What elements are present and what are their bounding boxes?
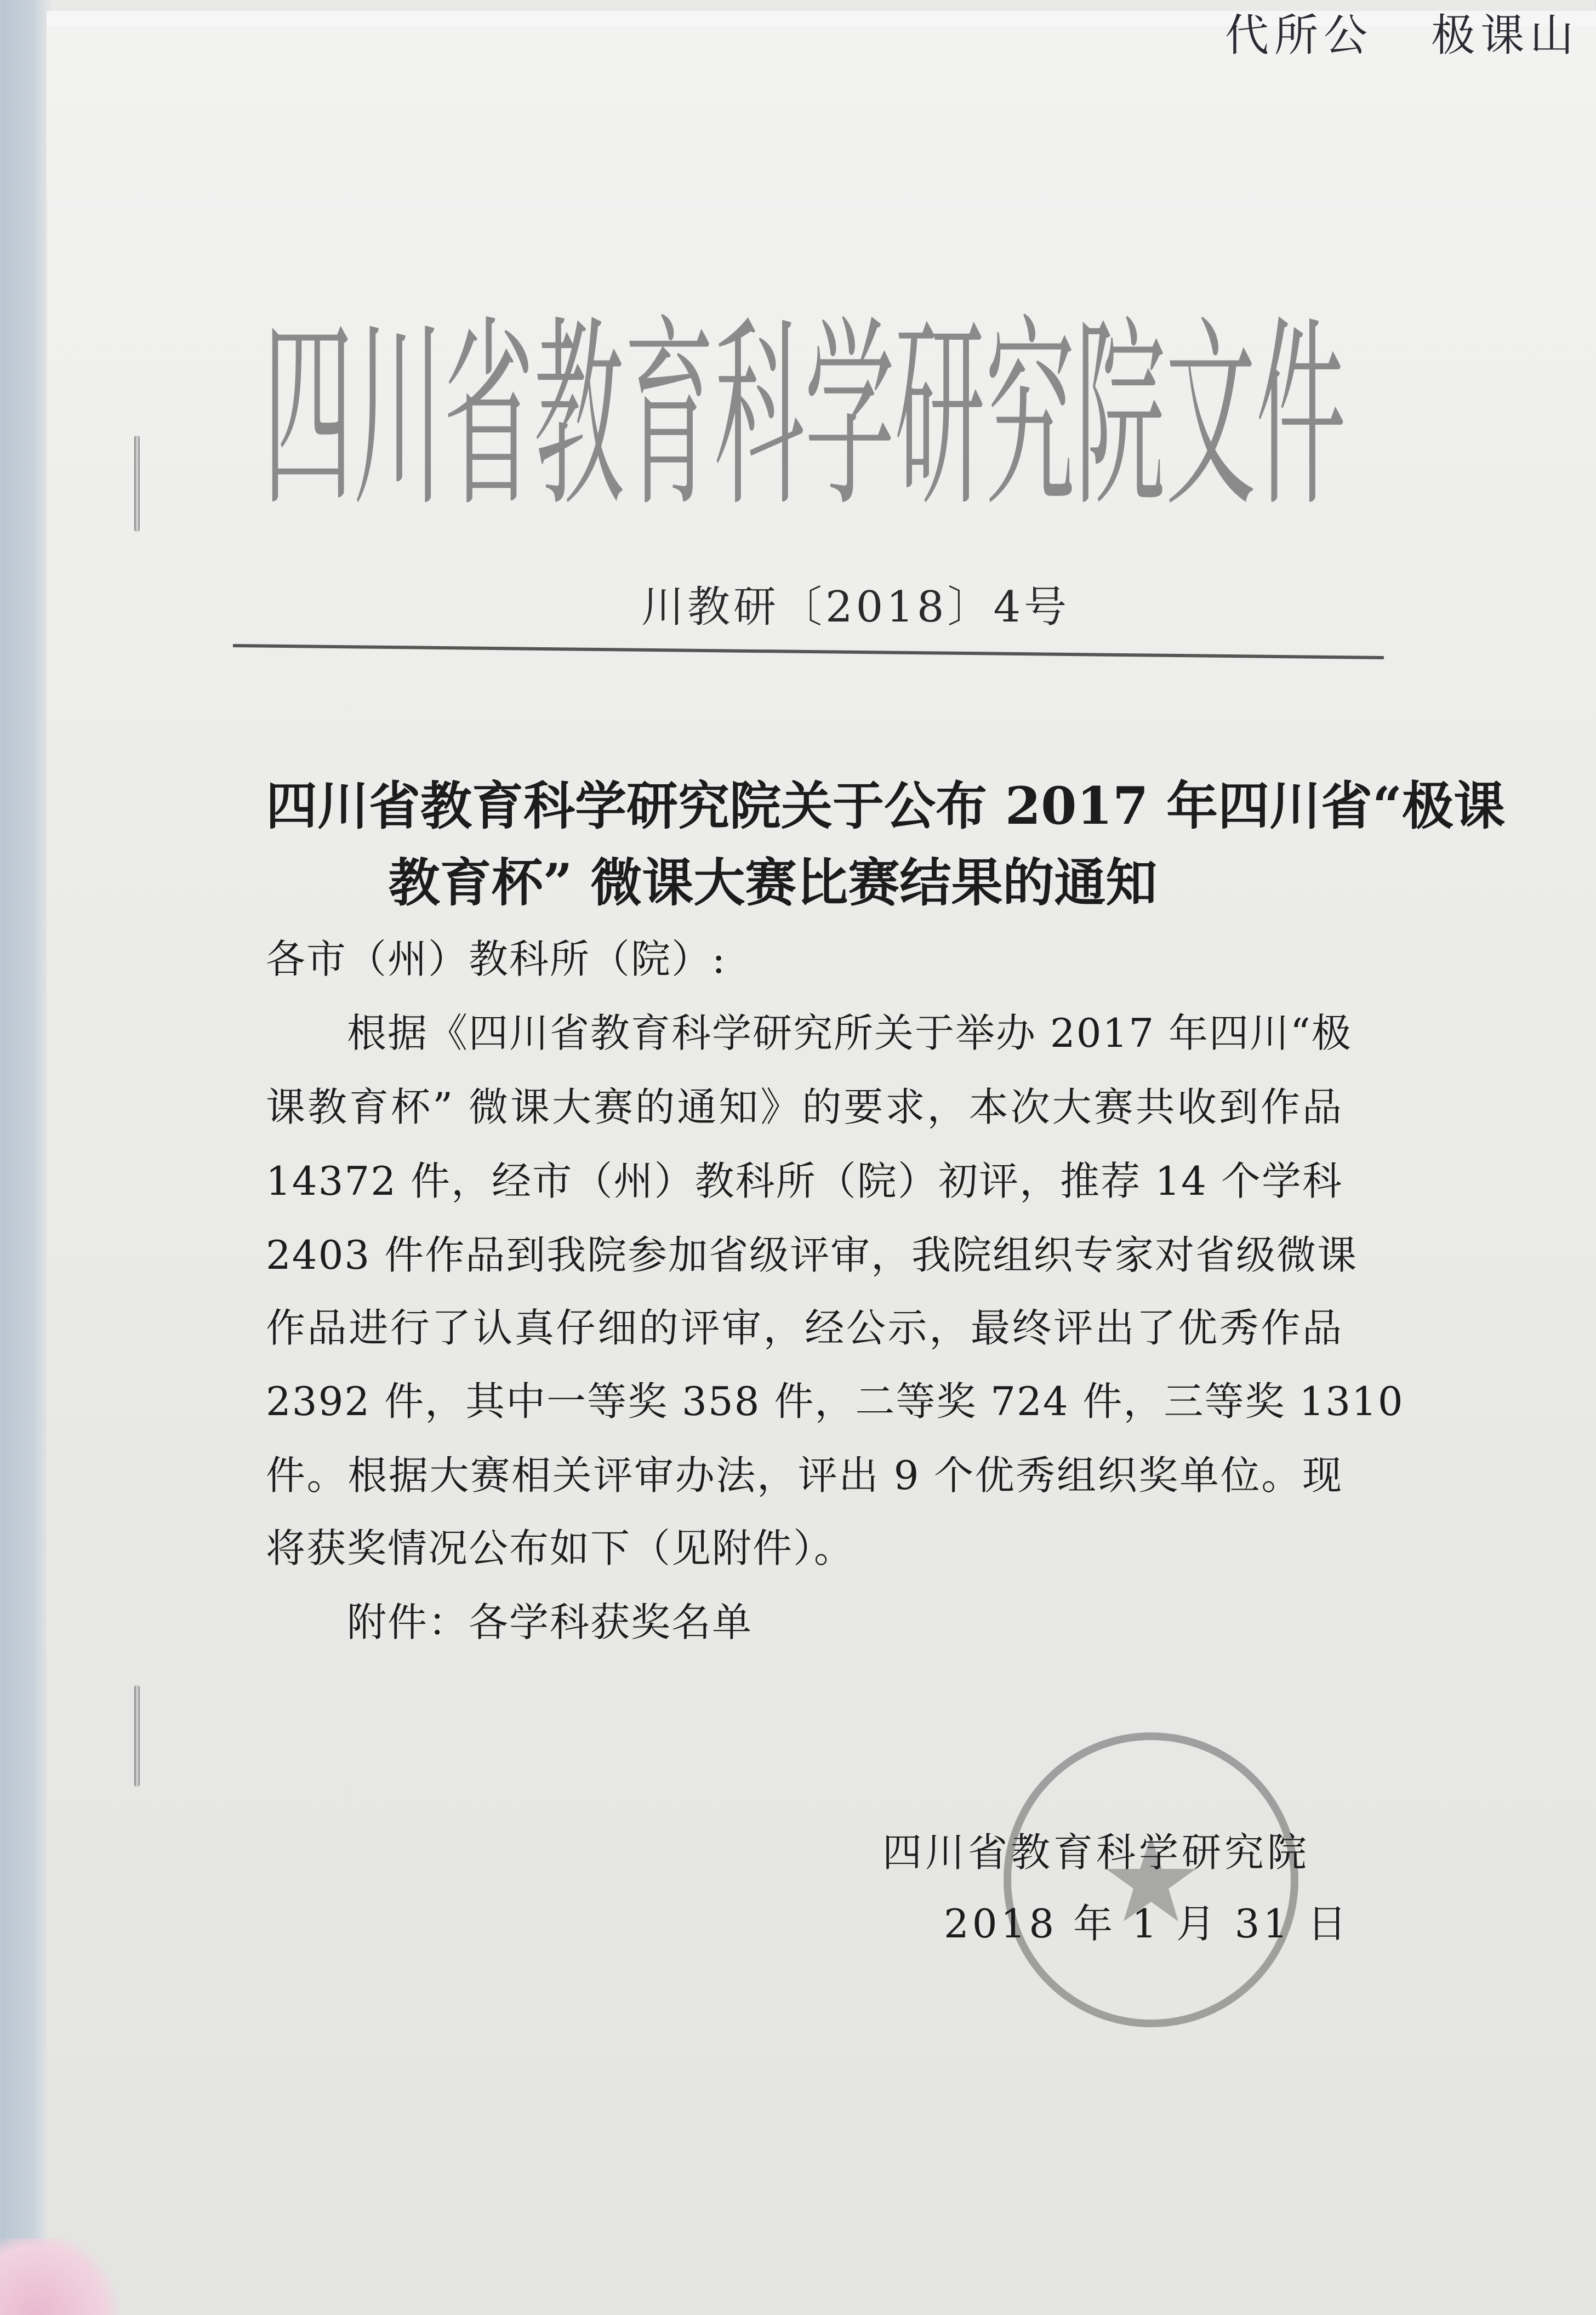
- signature-date: 2018 年 1 月 31 日: [944, 1901, 1350, 1947]
- notice-title-line-2: 教育杯” 微课大赛比赛结果的通知: [388, 853, 1158, 913]
- staple-top: [134, 436, 140, 532]
- body-line: 2392 件，其中一等奖 358 件，二等奖 724 件，三等奖 1310: [266, 1378, 1404, 1424]
- staple-bottom: [134, 1685, 140, 1787]
- signature-organization: 四川省教育科学研究院: [882, 1829, 1310, 1875]
- background-fabric: [0, 2238, 121, 2315]
- body-line: 将获奖情况公布如下（见附件）。: [266, 1525, 855, 1571]
- salutation: 各市（州）教科所（院）:: [266, 936, 727, 982]
- body-line: 14372 件，经市（州）教科所（院）初评，推荐 14 个学科: [266, 1158, 1343, 1204]
- notice-title-line-1: 四川省教育科学研究院关于公布 2017 年四川省“极课: [266, 776, 1506, 836]
- body-line: 课教育杯” 微课大赛的通知》的要求，本次大赛共收到作品: [266, 1084, 1343, 1130]
- body-line: 2403 件作品到我院参加省级评审，我院组织专家对省级微课: [266, 1232, 1358, 1278]
- body-line: 件。根据大赛相关评审办法，评出 9 个优秀组织奖单位。现: [266, 1452, 1343, 1498]
- body-line: 作品进行了认真仔细的评审，经公示，最终评出了优秀作品: [266, 1305, 1343, 1351]
- attachment-note: 附件：各学科获奖名单: [266, 1599, 753, 1645]
- body-line: 根据《四川省教育科学研究所关于举办 2017 年四川“极: [266, 1010, 1352, 1056]
- header-title: 四川省教育科学研究院文件: [263, 299, 1346, 534]
- bleed-through-text: 代所公 极课山: [1225, 10, 1580, 61]
- document-number: 川教研〔2018〕4号: [641, 583, 1070, 632]
- official-seal: [998, 1726, 1304, 2033]
- document-header: [263, 299, 1348, 534]
